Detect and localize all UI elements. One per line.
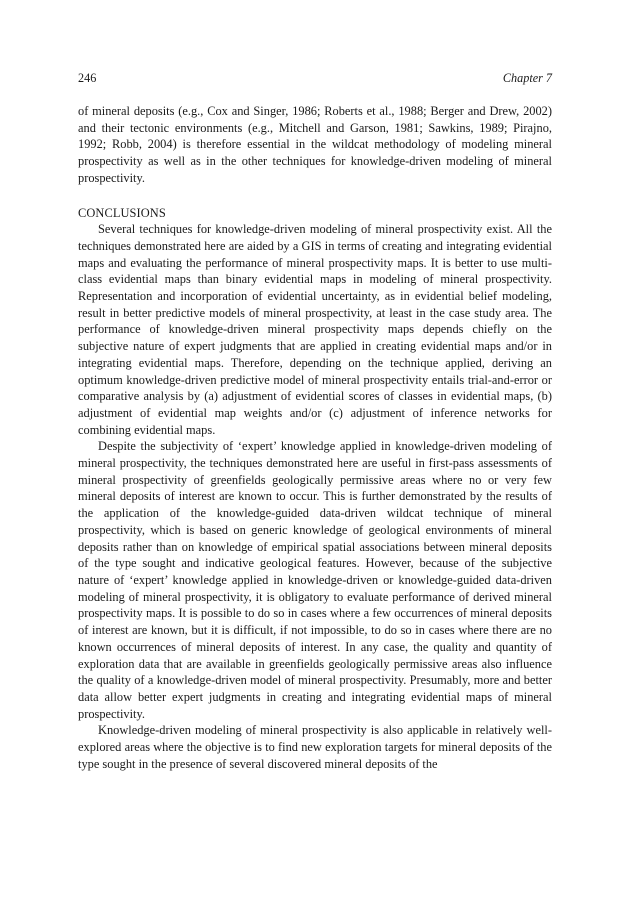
- chapter-title: Chapter 7: [502, 71, 552, 85]
- body-paragraph: Knowledge-driven modeling of mineral prospectivity is also applicable in relatively well-explored areas where the objective is to find new exploration targets for mineral deposits of the type sought in the presence of several discovered mineral deposits of the: [78, 723, 552, 771]
- section-heading: CONCLUSIONS: [78, 205, 166, 220]
- running-head: [78, 70, 552, 86]
- body-paragraph: Despite the subjectivity of ‘expert’ knowledge applied in knowledge-driven modeling of mineral prospectivity, the techniques demonstrated here are useful in first-pass assessments of mineral prospectivity of greenfields geologically permissive areas where no or very few mineral deposits of interest are known to occur. This is further demonstrated by the results of the application of the knowledge-guided data-driven wildcat technique of mineral prospectivity, which is based on generic knowledge of geological environments of mineral deposits rather than on knowledge of empirical spatial associations between mineral deposits of the type sought and indicative geological features. However, because of the subjective nature of ‘expert’ knowledge applied in knowledge-driven or knowledge-guided data-driven modeling of mineral prospectivity, it is obligatory to evaluate performance of derived mineral prospectivity maps. It is possible to do so in cases where a few occurrences of mineral deposits of interest are known, but it is difficult, if not impossible, to do so in cases where there are no known occurrences of mineral deposits of interest. In any case, the quality and quantity of exploration data that are available in greenfields geologically permissive areas also influence the quality of a knowledge-driven model of mineral prospectivity. Presumably, more and better data allow better expert judgments in creating and integrating evidential maps of mineral prospectivity.: [78, 439, 552, 721]
- continued-paragraph: of mineral deposits (e.g., Cox and Singer, 1986; Roberts et al., 1988; Berger and Drew, 2002) and their tectonic environments (e.g., Mitchell and Garson, 1981; Sawkins, 1989; Pirajno, 1992; Robb, 2004) is therefore essential in the wildcat methodology of modeling mineral prospectivity as well as in the other techniques for knowledge-driven modeling of mineral prospectivity.: [78, 104, 552, 185]
- page-number: 246: [78, 71, 97, 85]
- page: [78, 70, 552, 772]
- body-paragraph: Several techniques for knowledge-driven modeling of mineral prospectivity exist. All the techniques demonstrated here are aided by a GIS in terms of creating and integrating evidential maps and evaluating the performance of mineral prospectivity maps. It is better to use multi-class evidential maps than binary evidential maps in modeling of mineral prospectivity. Representation and incorporation of evidential uncertainty, as in evidential belief modeling, result in better predictive models of mineral prospectivity, at least in the case study area. The performance of knowledge-driven mineral prospectivity maps depends chiefly on the subjective nature of expert judgments that are applied in creating evidential maps and/or in integrating evidential maps. Therefore, depending on the technique applied, deriving an optimum knowledge-driven predictive model of mineral prospectivity entails trial-and-error or comparative analysis by (a) adjustment of evidential scores of classes in evidential maps, (b) adjustment of evidential map weights and/or (c) adjustment of inference networks for combining evidential maps.: [78, 222, 552, 437]
